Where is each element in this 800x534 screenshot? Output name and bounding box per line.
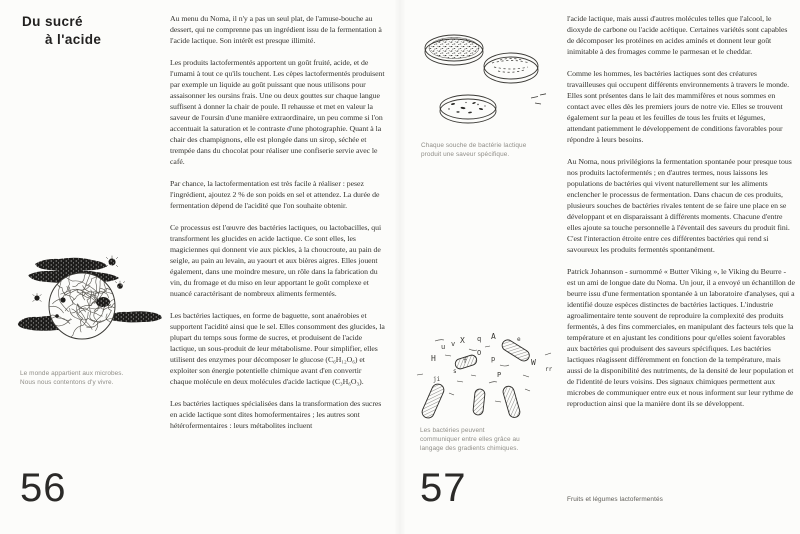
signal-letter: rr bbox=[545, 366, 553, 373]
bacterium bbox=[473, 389, 486, 416]
cloud-top-upper bbox=[35, 258, 107, 271]
bacteria-caption bbox=[420, 427, 560, 453]
left-page-text-column bbox=[170, 13, 385, 442]
paragraph: Patrick Johannson - surnommé « Butter Viking », le Viking du Beurre - est un ami de longue date du Noma. Un jour, il a envoyé un échantillon de beurre issu d'une fermentation spontanée à un laboratoire d'analyses, qui a identifié douze espèces distinctes de bactéries lactiques. L'industrie agroalimentaire tente souvent de reproduire la complexité des produits fermentés, à des fins commerciales, en manipulant des facteurs tels que la température et en ajustant les conditions pour qu'elles soient favorables aux bactéries qui produisent des saveurs spécifiques. Les bactéries lactiques réagissent différemment en fonction de la température, mais aussi de la disponibilité des nutriments, de la densité de leur population et de l'identité de leurs voisins. Des signaux chimiques permettent aux microbes de communiquer entre eux et nous informent sur leur rythme de reproduction ainsi que la manière dont ils se développent. bbox=[567, 267, 795, 408]
petri-dish-colonies bbox=[440, 95, 496, 123]
paragraph: Les bactéries lactiques spécialisées dans la transformation des sucres en acide lactique sont dites homofermentaires ; les autres sont hétérofermentaires : leurs métabolites incluent bbox=[170, 399, 382, 430]
signal-letter: H bbox=[431, 354, 436, 363]
world-of-microbes-illustration bbox=[15, 252, 165, 364]
cloud-right bbox=[108, 311, 162, 322]
paragraph: Les bactéries lactiques, en forme de baguette, sont anaérobies et supportent l'acidité ainsi que le sel. Elles consomment des glucides, la plupart du temps sous forme de sucres, et produisent de l'acide lactique, un sous-produit de leur métabolisme. Pour simplifier, elles utilisent des enzymes pour décomposer le glucose (C₆H₁₂O₆) et exploiter son énergie potentielle chimique avant d'en convertir chaque molécule en deux molécules d'acide lactique (C₃H₆O₃). bbox=[170, 311, 385, 386]
petri-dish-dense bbox=[425, 35, 483, 65]
petri-dishes-illustration bbox=[408, 14, 558, 132]
signal-letter: u bbox=[441, 343, 446, 351]
page-number-57: 57 bbox=[420, 466, 467, 510]
bacterium bbox=[420, 382, 446, 420]
signal-letter: W bbox=[531, 358, 536, 367]
signal-letter: P bbox=[497, 371, 502, 379]
signal-letter: s bbox=[453, 368, 457, 375]
signal-letter: X bbox=[460, 336, 465, 345]
paragraph: Au menu du Noma, il n'y a pas un seul plat, de l'amuse-bouche au dessert, qui ne comprenne pas un ingrédient issu de la fermentation à l'acide lactique. Son intérêt est presque illimité. bbox=[170, 14, 382, 45]
petri-dish-sparse bbox=[484, 53, 538, 83]
microbe-critter-left bbox=[33, 293, 42, 301]
paragraph: Au Noma, nous privilégions la fermentation spontanée pour presque tous nos produits lactofermentés ; en d'autres termes, nous laissons les populations de bactéries qui vivent naturellement sur les aliments enclencher le processus de fermentation. Dans chacun de ces produits, plusieurs souches de bactéries rivales tentent de se faire une place en se développant et en disparaissant à différents moments. Chacune d'entre elles ajoute sa touche personnelle à l'éventail des saveurs du produit fini. C'est l'interaction étroite entre ces différentes bactéries qui rend si savoureux les produits fermentés spontanément. bbox=[567, 157, 792, 254]
globe-caption-line1: Le monde appartient aux microbes. bbox=[20, 370, 124, 377]
petri-caption bbox=[421, 142, 561, 160]
colony-blob-large bbox=[96, 297, 110, 307]
paragraph: Par chance, la lactofermentation est très facile à réaliser : pesez l'ingrédient, ajoutez 2 % de son poids en sel et attendez. La durée de fermentation dépend de l'acidité que l'on souhaite obtenir. bbox=[170, 179, 380, 210]
bacteria-caption-line2: communiquer entre elles grâce au bbox=[420, 435, 520, 443]
paragraph: l'acide lactique, mais aussi d'autres molécules telles que l'alcool, le dioxyde de carbone ou l'acide acétique. Certaines variétés sont capables de décomposer les protéines en acides aminés et donnent leur goût inimitable à des fromages comme le parmesan et le cheddar. bbox=[567, 14, 788, 56]
colony-blob-tiny bbox=[55, 314, 59, 318]
signal-letter: q bbox=[477, 335, 482, 343]
signal-letter: A bbox=[491, 332, 496, 341]
bacterium bbox=[502, 385, 521, 419]
communicating-bacteria-illustration bbox=[405, 331, 570, 426]
bacterium bbox=[500, 338, 531, 363]
colony-blob-small bbox=[60, 297, 65, 302]
right-page-text-column bbox=[567, 13, 795, 420]
paragraph: Comme les hommes, les bactéries lactiques sont des créatures travailleuses qui occupent différents environnements à travers le monde. Elles sont présentes dans le lait des mammifères et nous sommes en contact avec elles dès les premiers jours de notre vie. Elles se trouvent également sur la peau et les feuilles de tous les fruits et légumes, attendant patiemment le développement de conditions favorables pour répondre à leurs besoins. bbox=[567, 69, 790, 144]
signal-letter: O bbox=[477, 349, 482, 357]
microbe-critter-right bbox=[115, 281, 125, 289]
petri-caption-line1: Chaque souche de bactérie lactique bbox=[421, 142, 527, 149]
bacteria-caption-line1: Les bactéries peuvent bbox=[420, 427, 485, 434]
globe-caption bbox=[20, 370, 160, 388]
running-footer: Fruits et légumes lactofermentés bbox=[567, 496, 663, 503]
signal-letter: p bbox=[491, 355, 496, 363]
microbe-critter-top bbox=[106, 256, 118, 267]
paragraph: Ce processus est l'œuvre des bactéries lactiques, ou lactobacilles, qui transforment les glucides en acide lactique. Ce sont elles, les magiciennes qui donnent vie aux pickles, à la choucroute, au pain de seigle, au pain au levain, au yaourt et aux bières aigres. Elles jouent également, dans une moindre mesure, un rôle dans la fabrication du vin, du fromage et du miso en leur apportant le goût complexe et nuancé caractérisant de nombreux aliments fermentés. bbox=[170, 223, 382, 298]
chapter-title-line2: à l'acide bbox=[45, 32, 102, 47]
globe-caption-line2: Nous nous contentons d'y vivre. bbox=[20, 378, 114, 386]
paragraph: Les produits lactofermentés apportent un goût fruité, acide, et de l'umami à tout ce qu'ils touchent. Les cèpes lactofermentés produisent par exemple un liquide au goût puissant que nous utilisons pour assaisonner les oursins frais. Une ou deux gouttes sur chaque langue suffisent à donner la chair de poule. Il rehausse et met en valeur la saveur de l'oursin d'une manière extraordinaire, un peu comme si l'on accentuait la saturation et le contraste d'une photographie. Quant à la chair des champignons, elle est plongée dans un sirop, séchée et trempée dans du chocolat pour réaliser une confiserie servie avec le café. bbox=[170, 58, 385, 166]
bacteria-caption-line3: langage des gradients chimiques. bbox=[420, 444, 519, 452]
signal-letter: v bbox=[451, 340, 456, 348]
chapter-title-line1: Du sucré bbox=[22, 14, 83, 29]
page-gutter bbox=[394, 0, 406, 534]
chapter-title bbox=[22, 13, 101, 49]
signal-letter: ji bbox=[433, 376, 441, 383]
signal-letter: f bbox=[463, 357, 468, 365]
stray-dashes bbox=[531, 94, 546, 104]
petri-caption-line2: produit une saveur spécifique. bbox=[421, 150, 510, 158]
signal-letter: e bbox=[517, 336, 521, 343]
page-number-56: 56 bbox=[20, 466, 67, 510]
